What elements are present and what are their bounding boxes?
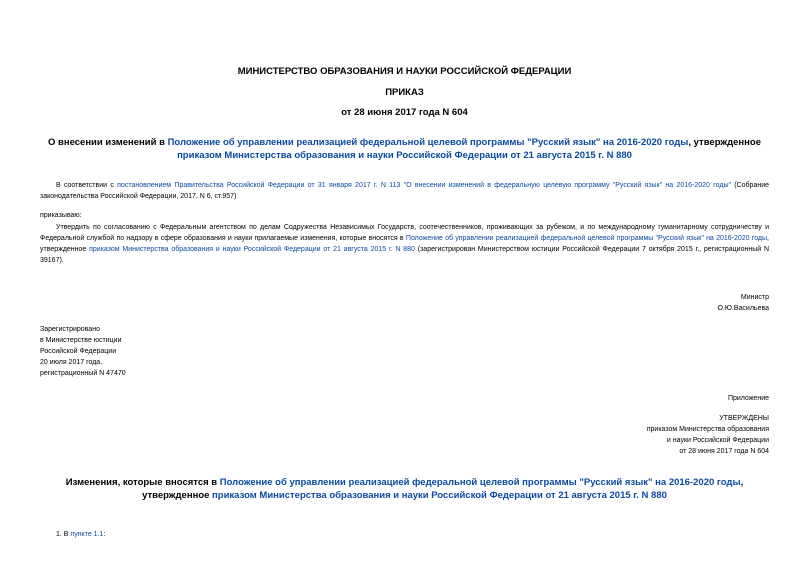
approve-prefix: Утвердить по согласованию с Федеральным агентством по делам Содружества Независимых Государств, соотечественников, проживающих за рубежом, и по международному гуманитарному сотрудничеству и Федеральной службой по надзору в сфере образования и науки прилагаемые изменения, которые вносятся в — [40, 224, 769, 242]
basis-paragraph — [40, 180, 769, 202]
document-page — [40, 0, 769, 571]
signature-position: Министр — [740, 294, 769, 301]
document-title — [40, 136, 769, 162]
changes-link-order-880[interactable]: приказом Министерства образования и науки Российской Федерации от 21 августа 2015 г. N 880 — [212, 490, 667, 501]
approved-line: от 28 июня 2017 года N 604 — [679, 448, 769, 455]
registration-line: Российской Федерации — [40, 348, 117, 355]
appendix-label: Приложение — [727, 395, 769, 402]
basis-link-decree-113[interactable]: постановлением Правительства Российской Федерации от 31 января 2017 г. N 113 "О внесении изменений в федеральную целевую программу "Русский язык" на 2016-2020 годы" — [117, 182, 731, 189]
title-prefix: О внесении изменений в — [47, 137, 168, 148]
registration-block — [40, 324, 126, 379]
approve-paragraph — [40, 222, 769, 266]
approved-block — [647, 413, 769, 457]
change-item-1 — [56, 530, 105, 540]
item1-suffix: : — [103, 531, 106, 538]
approve-link-regulation[interactable]: Положение об управлении реализацией федеральной целевой программы "Русский язык" на 2016-2020 годы — [405, 235, 768, 242]
approve-suffix: (зарегистрирован Министерством юстиции Российской Федерации 7 октября 2015 г., регистрационный N 39167). — [40, 246, 769, 264]
document-type-heading: ПРИКАЗ — [385, 87, 424, 98]
signature-name: О.Ю.Васильева — [717, 305, 769, 312]
approved-line: приказом Министерства образования — [646, 426, 769, 433]
order-word: приказываю: — [40, 212, 82, 219]
item1-link-clause-1-1[interactable]: пункте 1.1 — [70, 531, 104, 538]
changes-title — [40, 476, 769, 502]
registration-line: 20 июля 2017 года, — [40, 359, 103, 366]
title-middle: , утвержденное — [688, 137, 761, 148]
basis-suffix: (Собрание законодательства Российской Федерации, 2017, N 6, ст.957) — [40, 182, 770, 200]
registration-line: Зарегистрировано — [40, 326, 100, 333]
title-link-order-880[interactable]: приказом Министерства образования и науки Российской Федерации от 21 августа 2015 г. N 880 — [177, 150, 632, 161]
approve-middle: , утвержденное — [40, 235, 769, 253]
item1-prefix: 1. В — [56, 531, 71, 538]
title-link-regulation[interactable]: Положение об управлении реализацией федеральной целевой программы "Русский язык" на 2016-2020 годы — [167, 137, 689, 148]
registration-line: в Министерстве юстиции — [40, 337, 122, 344]
signature-block — [717, 292, 769, 314]
changes-middle: , утвержденное — [142, 477, 744, 501]
ministry-heading: МИНИСТЕРСТВО ОБРАЗОВАНИЯ И НАУКИ РОССИЙСКОЙ ФЕДЕРАЦИИ — [237, 66, 572, 77]
document-date-number: от 28 июня 2017 года N 604 — [341, 107, 468, 118]
approved-line: УТВЕРЖДЕНЫ — [719, 415, 769, 422]
approved-line: и науки Российской Федерации — [666, 437, 769, 444]
registration-line: регистрационный N 47470 — [40, 370, 126, 377]
changes-link-regulation[interactable]: Положение об управлении реализацией федеральной целевой программы "Русский язык" на 2016-2020 годы — [219, 477, 741, 488]
changes-prefix: Изменения, которые вносятся в — [65, 477, 220, 488]
approve-link-order-880[interactable]: приказом Министерства образования и науки Российской Федерации от 21 августа 2015 г. N 880 — [89, 246, 415, 253]
basis-prefix: В соответствии с — [56, 182, 118, 189]
